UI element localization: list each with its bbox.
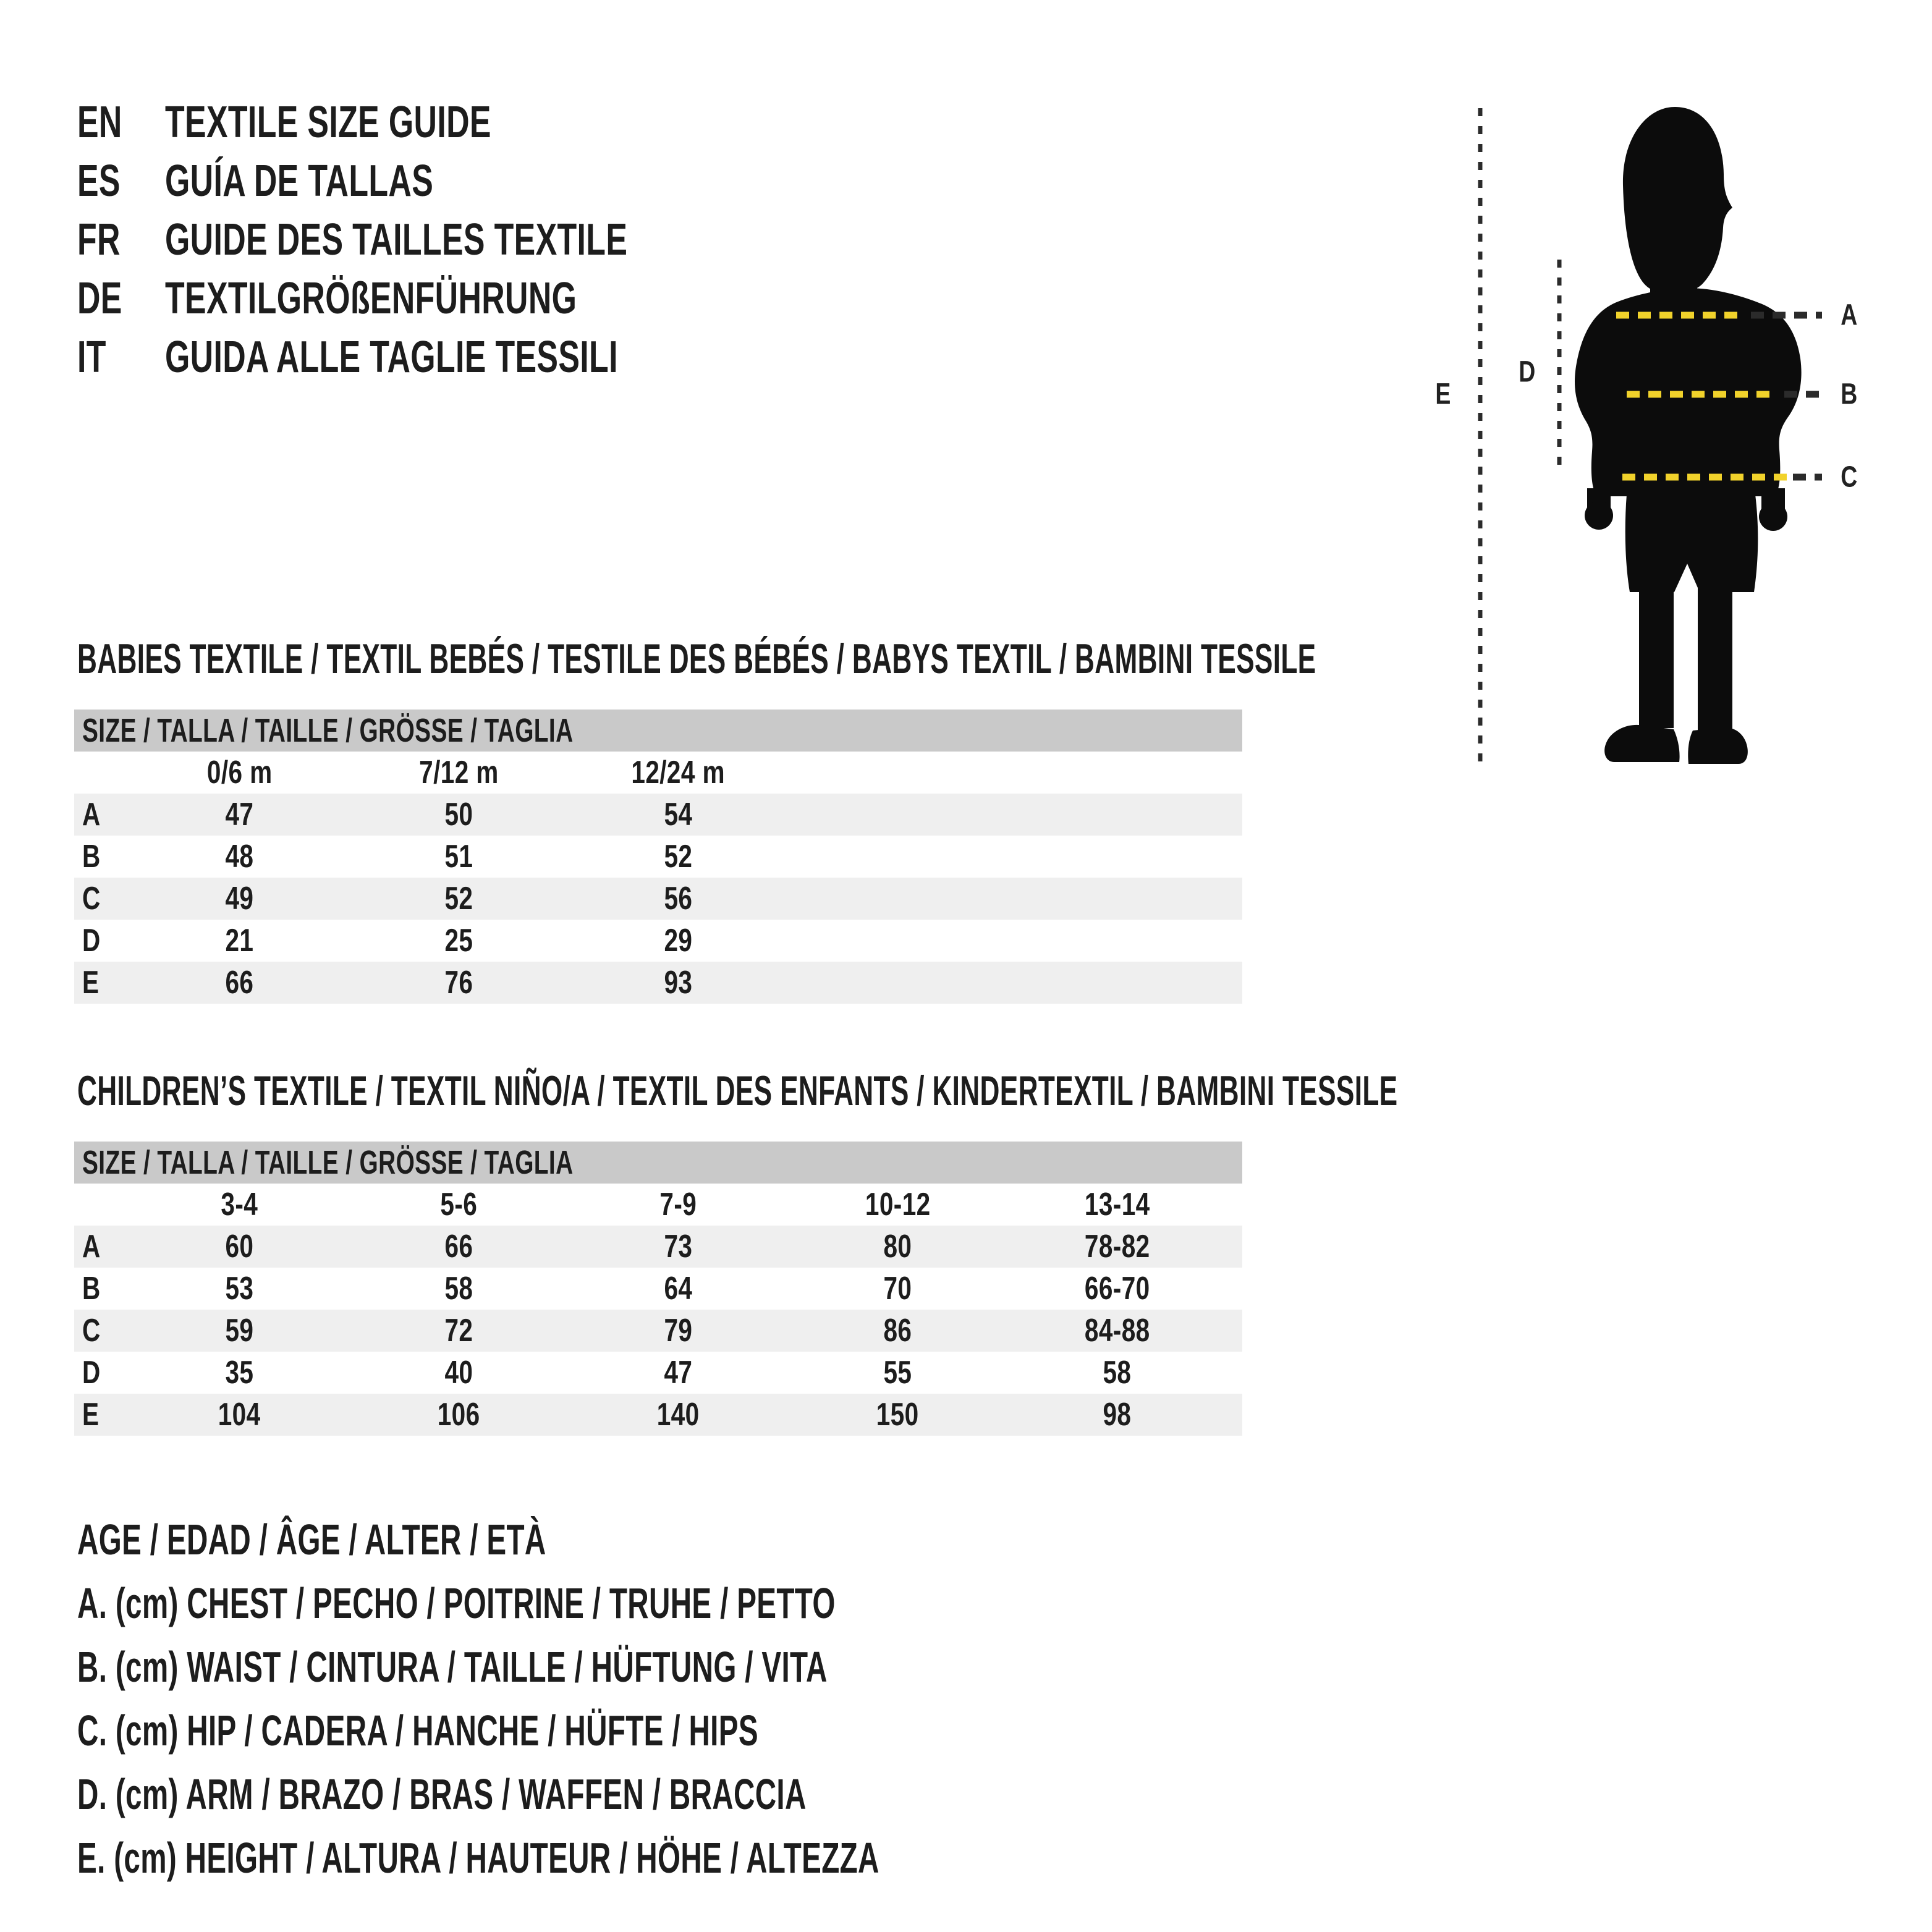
value-cell: 80 (883, 1229, 912, 1265)
legend-chest: A. (cm) CHEST / PECHO / POITRINE / TRUHE / PETTO (77, 1579, 836, 1627)
value-cell: 93 (664, 965, 693, 1001)
page-title: GUÍA DE TALLAS (165, 156, 434, 206)
value-cell: 76 (444, 965, 473, 1001)
size-bar-label: SIZE / TALLA / TAILLE / GRÖSSE / TAGLIA (82, 1144, 574, 1181)
language-row (77, 269, 807, 328)
language-code: EN (77, 97, 122, 147)
column-header: 10-12 (865, 1187, 931, 1222)
value-cell: 104 (218, 1397, 261, 1433)
value-cell: 54 (664, 797, 693, 833)
measure-label-arm: D (1519, 355, 1536, 389)
column-header: 5-6 (440, 1187, 478, 1222)
value-cell: 106 (438, 1397, 480, 1433)
silhouette-shoe-right (1688, 727, 1748, 764)
legend-age: AGE / EDAD / ÂGE / ALTER / ETÀ (77, 1515, 546, 1564)
table-row (74, 1226, 1242, 1268)
table-row (74, 1310, 1242, 1352)
size-bar-label: SIZE / TALLA / TAILLE / GRÖSSE / TAGLIA (82, 712, 574, 749)
value-cell: 150 (876, 1397, 919, 1433)
babies-section-title: BABIES TEXTILE / TEXTIL BEBÉS / TESTILE DES BÉBÉS / BABYS TEXTIL / BAMBINI TESSILE (77, 635, 1316, 682)
table-row (74, 878, 1242, 920)
language-code: DE (77, 273, 122, 323)
value-cell: 73 (664, 1229, 693, 1265)
silhouette-shoe-left (1604, 725, 1679, 762)
value-cell: 25 (444, 923, 473, 959)
language-code: ES (77, 156, 121, 206)
value-cell: 50 (444, 797, 473, 833)
table-row (74, 962, 1242, 1004)
table-row (74, 836, 1242, 878)
page-title: TEXTILE SIZE GUIDE (165, 97, 491, 147)
language-title-block (77, 93, 807, 386)
legend-waist: B. (cm) WAIST / CINTURA / TAILLE / HÜFTUNG / VITA (77, 1643, 828, 1691)
column-header: 13-14 (1084, 1187, 1150, 1222)
page-title: GUIDE DES TAILLES TEXTILE (165, 214, 628, 265)
row-label-cell: E (82, 1397, 100, 1433)
value-cell: 35 (225, 1355, 254, 1391)
value-cell: 56 (664, 881, 693, 917)
row-label-cell: B (82, 839, 101, 875)
measure-label-hip: C (1841, 460, 1858, 494)
table-row (74, 1268, 1242, 1310)
children-size-table (74, 1142, 1242, 1436)
value-cell: 21 (225, 923, 254, 959)
row-label-cell: C (82, 881, 101, 917)
row-label-cell: C (82, 1313, 101, 1349)
language-row (77, 328, 807, 386)
language-row (77, 210, 807, 269)
legend-arm: D. (cm) ARM / BRAZO / BRAS / WAFFEN / BRACCIA (77, 1770, 807, 1818)
column-header: 12/24 m (631, 755, 726, 790)
language-code: IT (77, 332, 106, 382)
value-cell: 47 (664, 1355, 693, 1391)
value-cell: 48 (225, 839, 254, 875)
children-section-title: CHILDREN’S TEXTILE / TEXTIL NIÑO/A / TEXTIL DES ENFANTS / KINDERTEXTIL / BAMBINI TESSILE (77, 1067, 1398, 1114)
value-cell: 70 (883, 1271, 912, 1307)
children-size-bar (74, 1142, 1242, 1184)
silhouette-hand-left (1585, 501, 1613, 530)
measure-label-waist: B (1841, 378, 1858, 411)
value-cell: 98 (1103, 1397, 1132, 1433)
value-cell: 60 (225, 1229, 254, 1265)
value-cell: 53 (225, 1271, 254, 1307)
babies-size-bar (74, 710, 1242, 752)
column-header: 7-9 (659, 1187, 697, 1222)
value-cell: 49 (225, 881, 254, 917)
value-cell: 58 (444, 1271, 473, 1307)
value-cell: 47 (225, 797, 254, 833)
row-label-cell: D (82, 923, 101, 959)
babies-size-table (74, 710, 1242, 1004)
language-row (77, 93, 807, 151)
language-code: FR (77, 214, 121, 265)
table-row (74, 1352, 1242, 1394)
value-cell: 86 (883, 1313, 912, 1349)
column-header: 0/6 m (206, 755, 273, 790)
value-cell: 72 (444, 1313, 473, 1349)
measure-label-height: E (1435, 378, 1451, 411)
value-cell: 66 (444, 1229, 473, 1265)
row-label-cell: B (82, 1271, 101, 1307)
children-column-header-row (74, 1184, 1242, 1226)
table-row (74, 1394, 1242, 1436)
silhouette-hand-right (1759, 502, 1787, 531)
value-cell: 51 (444, 839, 473, 875)
value-cell: 59 (225, 1313, 254, 1349)
value-cell: 58 (1103, 1355, 1132, 1391)
row-label-cell: E (82, 965, 100, 1001)
table-row (74, 920, 1242, 962)
value-cell: 55 (883, 1355, 912, 1391)
value-cell: 78-82 (1084, 1229, 1150, 1265)
value-cell: 79 (664, 1313, 693, 1349)
row-label-cell: D (82, 1355, 101, 1391)
column-header: 3-4 (221, 1187, 258, 1222)
value-cell: 66-70 (1084, 1271, 1150, 1307)
page-title: TEXTILGRÖßENFÜHRUNG (165, 273, 577, 323)
value-cell: 84-88 (1084, 1313, 1150, 1349)
value-cell: 64 (664, 1271, 693, 1307)
page-title: GUIDA ALLE TAGLIE TESSILI (165, 332, 618, 382)
babies-column-header-row (74, 752, 1242, 794)
table-row (74, 794, 1242, 836)
measurement-legend (77, 1508, 1256, 1890)
value-cell: 66 (225, 965, 254, 1001)
legend-hip: C. (cm) HIP / CADERA / HANCHE / HÜFTE / HIPS (77, 1706, 758, 1755)
language-row (77, 151, 807, 210)
value-cell: 40 (444, 1355, 473, 1391)
row-label-cell: A (82, 1229, 101, 1265)
value-cell: 29 (664, 923, 693, 959)
measure-label-chest: A (1841, 299, 1858, 332)
column-header: 7/12 m (419, 755, 499, 790)
value-cell: 52 (664, 839, 693, 875)
row-label-cell: A (82, 797, 101, 833)
silhouette-shorts (1625, 494, 1758, 592)
value-cell: 52 (444, 881, 473, 917)
value-cell: 140 (657, 1397, 700, 1433)
legend-height: E. (cm) HEIGHT / ALTURA / HAUTEUR / HÖHE / ALTEZZA (77, 1834, 879, 1882)
